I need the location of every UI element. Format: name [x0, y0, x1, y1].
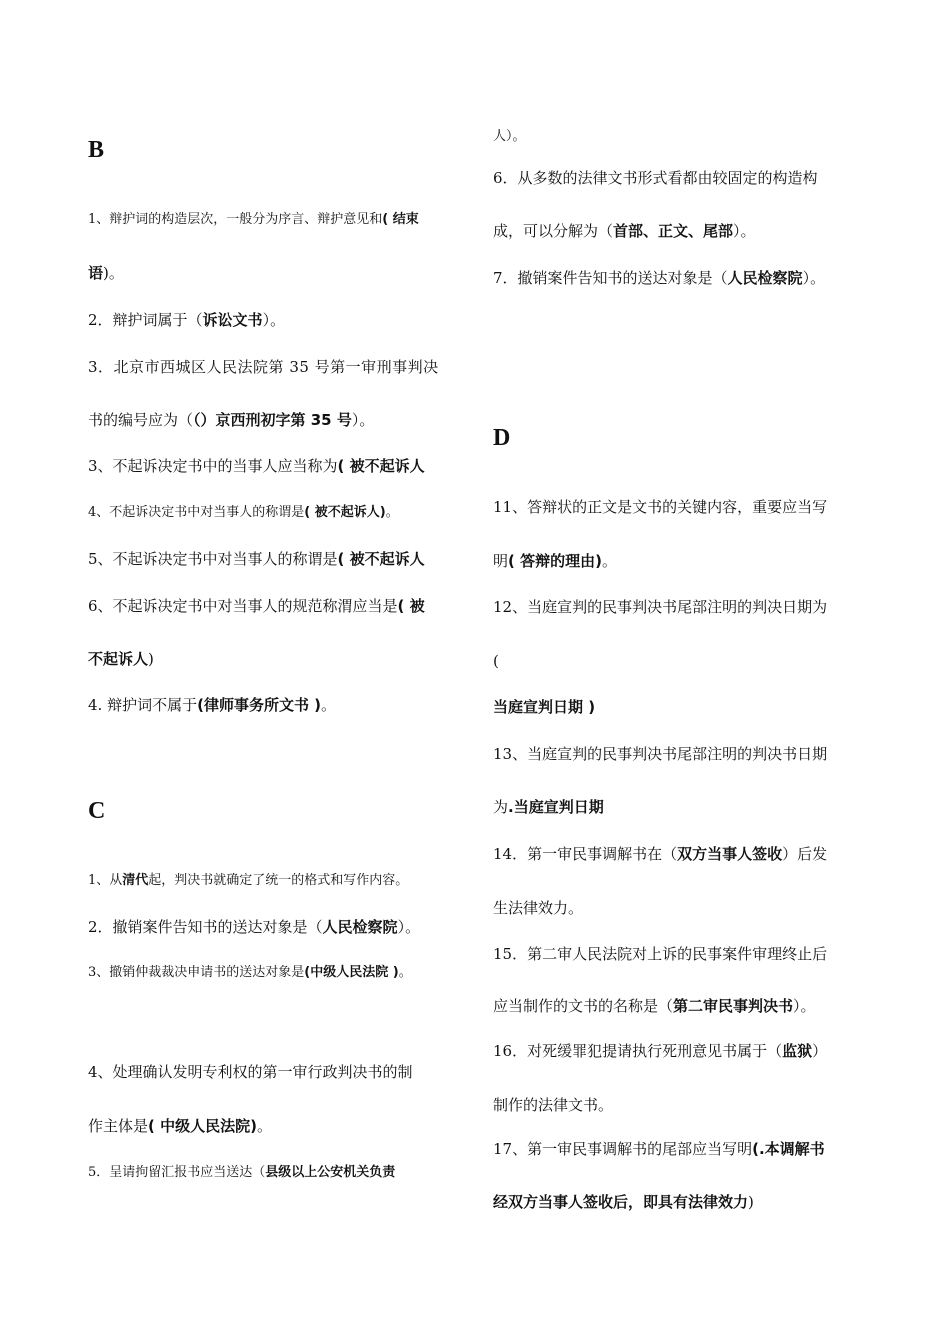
question-d11: 11、答辩状的正文是文书的关键内容，重要应当写 [493, 498, 828, 516]
question-b3-cont: 书的编号应为（（）京西刑初字第 35 号）。 [88, 411, 375, 429]
question-r6-cont: 成，可以分解为（首部、正文、尾部）。 [493, 222, 756, 240]
question-d12-answer: 当庭宣判日期 ) [493, 698, 596, 716]
question-d11-cont: 明( 答辩的理由)。 [493, 552, 617, 570]
question-d16-cont: 制作的法律文书。 [493, 1096, 614, 1114]
question-d14: 14．第一审民事调解书在（双方当事人签收）后发 [493, 845, 828, 863]
question-b7-cont: 不起诉人) [88, 650, 154, 668]
question-b1: 1、辩护词的构造层次，一般分为序言、辩护意见和( 结束 [88, 212, 419, 227]
section-heading-c: C [88, 798, 106, 824]
question-d16: 16．对死缓罪犯提请执行死刑意见书属于（监狱） [493, 1042, 828, 1060]
question-d13-cont: 为.当庭宣判日期 [493, 798, 604, 816]
question-c3: 3、撤销仲裁裁决申请书的送达对象是(中级人民法院 )。 [88, 965, 412, 980]
question-b2: 2．辩护词属于（诉讼文书）。 [88, 311, 286, 329]
question-c5-cont: 人）。 [493, 129, 526, 144]
section-heading-d: D [493, 425, 511, 451]
question-b6: 5、不起诉决定书中对当事人的称谓是( 被不起诉人 [88, 550, 425, 568]
question-r6: 6．从多数的法律文书形式看都由较固定的构造构 [493, 169, 818, 187]
question-c5: 5．呈请拘留汇报书应当送达（县级以上公安机关负责 [88, 1165, 396, 1180]
section-heading-b: B [88, 137, 105, 163]
question-d13: 13、当庭宣判的民事判决书尾部注明的判决书日期 [493, 745, 828, 763]
question-d17-cont: 经双方当事人签收后，即具有法律效力) [493, 1193, 754, 1211]
question-b4: 3、不起诉决定书中的当事人应当称为( 被不起诉人 [88, 457, 425, 475]
question-b1-cont: 语)。 [88, 264, 124, 282]
question-d12-paren: ( [493, 652, 499, 670]
question-b8: 4. 辩护词不属于(律师事务所文书 )。 [88, 696, 337, 714]
question-c4-cont: 作主体是( 中级人民法院)。 [88, 1117, 272, 1135]
question-b3: 3．北京市西城区人民法院第 35 号第一审刑事判决 [88, 358, 439, 376]
question-d15: 15．第二审人民法院对上诉的民事案件审理终止后 [493, 945, 828, 963]
question-c1: 1、从清代起，判决书就确定了统一的格式和写作内容。 [88, 873, 409, 888]
question-c2: 2．撤销案件告知书的送达对象是（人民检察院）。 [88, 918, 421, 936]
question-d15-cont: 应当制作的文书的名称是（第二审民事判决书）。 [493, 997, 816, 1015]
question-d17: 17、第一审民事调解书的尾部应当写明(.本调解书 [493, 1140, 825, 1158]
question-c4: 4、处理确认发明专利权的第一审行政判决书的制 [88, 1063, 413, 1081]
question-d12: 12、当庭宣判的民事判决书尾部注明的判决日期为 [493, 598, 828, 616]
question-r7: 7．撤销案件告知书的送达对象是（人民检察院）。 [493, 269, 826, 287]
question-d14-cont: 生法律效力。 [493, 899, 584, 917]
question-b5: 4、不起诉决定书中对当事人的称谓是( 被不起诉人)。 [88, 505, 399, 520]
question-b7: 6、不起诉决定书中对当事人的规范称渭应当是( 被 [88, 597, 425, 615]
